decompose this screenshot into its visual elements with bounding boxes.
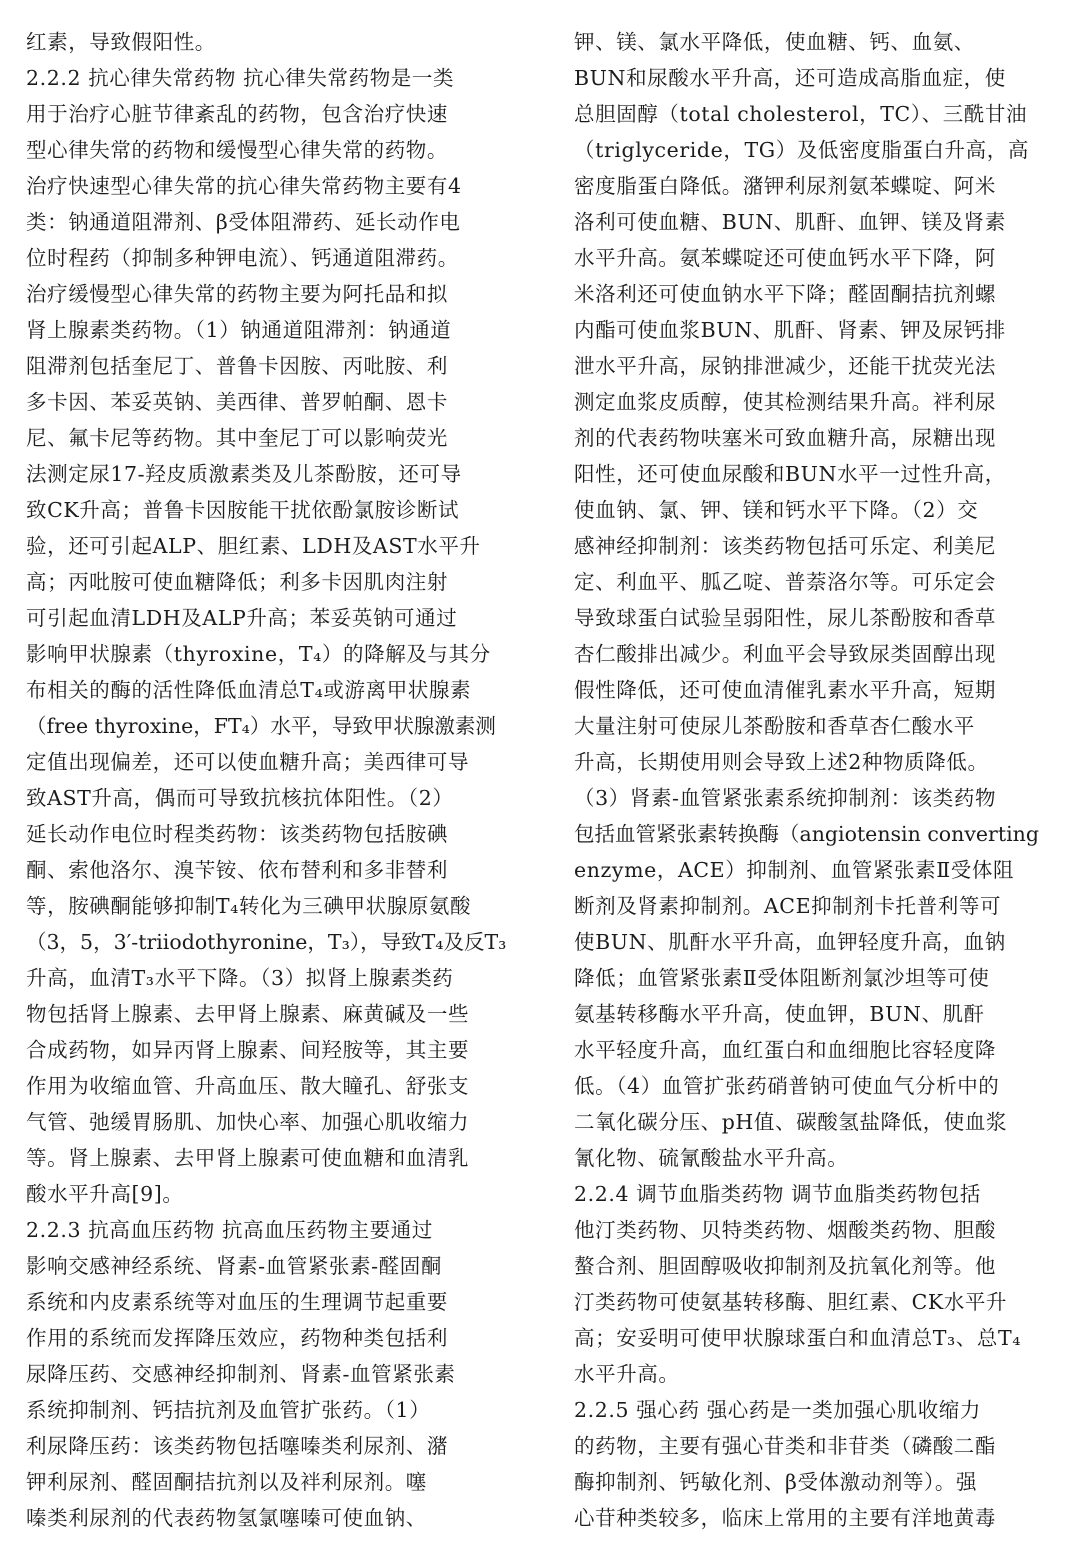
text-line: 内酯可使血浆BUN、肌酐、肾素、钾及尿钙排	[574, 318, 1006, 342]
text-line: 多卡因、苯妥英钠、美西律、普罗帕酮、恩卡	[26, 390, 448, 414]
text-line: 利尿降压药：该类药物包括噻嗪类利尿剂、潴	[26, 1434, 448, 1458]
text-line: 他汀类药物、贝特类药物、烟酸类药物、胆酸	[574, 1218, 996, 1242]
text-line: 断剂及肾素抑制剂。ACE抑制剂卡托普利等可	[574, 894, 1002, 918]
text-line: 法测定尿17-羟皮质激素类及儿茶酚胺，还可导	[26, 462, 462, 486]
text-line: 氰化物、硫氰酸盐水平升高。	[574, 1146, 849, 1170]
text-line: 致AST升高，偶而可导致抗核抗体阳性。（2）	[26, 786, 454, 810]
text-line: 假性降低，还可使血清催乳素水平升高，短期	[574, 678, 996, 702]
text-line: 水平轻度升高，血红蛋白和血细胞比容轻度降	[574, 1038, 996, 1062]
text-line: 验，还可引起ALP、胆红素、LDH及AST水平升	[26, 534, 481, 558]
text-line: 酶抑制剂、钙敏化剂、β受体激动剂等）。强	[574, 1470, 978, 1494]
text-line: 钾、镁、氯水平降低，使血糖、钙、血氨、	[574, 30, 975, 54]
text-line: 水平升高。氨苯蝶啶还可使血钙水平下降，阿	[574, 246, 996, 270]
text-line: 作用为收缩血管、升高血压、散大瞳孔、舒张支	[26, 1074, 470, 1098]
text-line: 总胆固醇（total cholesterol，TC）、三酰甘油	[574, 102, 1028, 126]
text-line: 测定血浆皮质醇，使其检测结果升高。袢利尿	[574, 390, 996, 414]
text-line: 钾利尿剂、醛固酮拮抗剂以及袢利尿剂。噻	[26, 1470, 427, 1494]
text-line: 二氧化碳分压、pH值、碳酸氢盐降低，使血浆	[574, 1110, 1008, 1134]
text-line: 米洛利还可使血钠水平下降；醛固酮拮抗剂螺	[574, 282, 996, 306]
text-line: 嗪类利尿剂的代表药物氢氯噻嗪可使血钠、	[26, 1506, 427, 1530]
text-line: 影响交感神经系统、肾素-血管紧张素-醛固酮	[26, 1254, 442, 1278]
text-line: 定、利血平、胍乙啶、普萘洛尔等。可乐定会	[574, 570, 996, 594]
text-line: 合成药物，如异丙肾上腺素、间羟胺等，其主要	[26, 1038, 470, 1062]
text-line: 延长动作电位时程类药物：该类药物包括胺碘	[26, 822, 448, 846]
text-line: 氨基转移酶水平升高，使血钾，BUN、肌酐	[574, 1002, 985, 1026]
text-line: 等。肾上腺素、去甲肾上腺素可使血糖和血清乳	[26, 1146, 470, 1170]
text-line: 低。（4）血管扩张药硝普钠可使血气分析中的	[574, 1074, 1000, 1098]
text-line: 红素，导致假阳性。	[26, 30, 216, 54]
text-line: 用于治疗心脏节律紊乱的药物，包含治疗快速	[26, 102, 448, 126]
text-line: 系统抑制剂、钙拮抗剂及血管扩张药。（1）	[26, 1398, 431, 1422]
text-line: 心苷种类较多，临床上常用的主要有洋地黄毒	[574, 1506, 996, 1530]
text-line: 高；安妥明可使甲状腺球蛋白和血清总T₃、总T₄	[574, 1326, 1022, 1350]
text-line: 2.2.5 强心药 强心药是一类加强心肌收缩力	[574, 1398, 981, 1422]
text-line: 导致球蛋白试验呈弱阳性，尿儿茶酚胺和香草	[574, 606, 996, 630]
text-line: 型心律失常的药物和缓慢型心律失常的药物。	[26, 138, 448, 162]
text-line: （3）肾素-血管紧张素系统抑制剂：该类药物	[574, 786, 997, 810]
text-line: 肾上腺素类药物。（1）钠通道阻滞剂：钠通道	[26, 318, 452, 342]
text-line: 等，胺碘酮能够抑制T₄转化为三碘甲状腺原氨酸	[26, 894, 472, 918]
text-line: 大量注射可使尿儿茶酚胺和香草杏仁酸水平	[574, 714, 975, 738]
text-line: 影响甲状腺素（thyroxine，T₄）的降解及与其分	[26, 642, 491, 666]
text-line: 螯合剂、胆固醇吸收抑制剂及抗氧化剂等。他	[574, 1254, 996, 1278]
text-line: 密度脂蛋白降低。潴钾利尿剂氨苯蝶啶、阿米	[574, 174, 996, 198]
text-line: 位时程药（抑制多种钾电流）、钙通道阻滞药。	[26, 246, 459, 270]
text-line: enzyme，ACE）抑制剂、血管紧张素Ⅱ受体阻	[574, 858, 1015, 882]
text-line: 阳性，还可使血尿酸和BUN水平一过性升高，	[574, 462, 1006, 486]
text-line: 降低；血管紧张素Ⅱ受体阻断剂氯沙坦等可使	[574, 966, 990, 990]
text-line: 包括血管紧张素转换酶（angiotensin converting	[574, 822, 1039, 846]
text-line: 2.2.2 抗心律失常药物 抗心律失常药物是一类	[26, 66, 455, 90]
text-line: 的药物，主要有强心苷类和非苷类（磷酸二酯	[574, 1434, 996, 1458]
text-line: 剂的代表药物呋塞米可致血糖升高，尿糖出现	[574, 426, 996, 450]
text-line: 作用的系统而发挥降压效应，药物种类包括利	[26, 1326, 448, 1350]
text-line: 2.2.3 抗高血压药物 抗高血压药物主要通过	[26, 1218, 433, 1242]
text-line: 洛利可使血糖、BUN、肌酐、血钾、镁及肾素	[574, 210, 1006, 234]
text-line: 气管、弛缓胃肠肌、加快心率、加强心肌收缩力	[26, 1110, 470, 1134]
text-line: 汀类药物可使氨基转移酶、胆红素、CK水平升	[574, 1290, 1008, 1314]
text-line: 可引起血清LDH及ALP升高；苯妥英钠可通过	[26, 606, 458, 630]
text-line: （triglyceride，TG）及低密度脂蛋白升高，高	[574, 138, 1029, 162]
text-line: BUN和尿酸水平升高，还可造成高脂血症，使	[574, 66, 1006, 90]
text-line: 杏仁酸排出减少。利血平会导致尿类固醇出现	[574, 642, 996, 666]
text-line: 酮、索他洛尔、溴苄铵、依布替利和多非替利	[26, 858, 448, 882]
text-line: 泄水平升高，尿钠排泄减少，还能干扰荧光法	[574, 354, 996, 378]
text-line: 致CK升高；普鲁卡因胺能干扰依酚氯胺诊断试	[26, 498, 460, 522]
text-line: 物包括肾上腺素、去甲肾上腺素、麻黄碱及一些	[26, 1002, 470, 1026]
text-line: 尼、氟卡尼等药物。其中奎尼丁可以影响荧光	[26, 426, 448, 450]
text-line: （free thyroxine，FT₄）水平，导致甲状腺激素测	[26, 714, 496, 738]
text-line: 定值出现偏差，还可以使血糖升高；美西律可导	[26, 750, 470, 774]
text-line: （3，5，3′-triiodothyronine，T₃），导致T₄及反T₃	[26, 930, 507, 954]
text-line: 2.2.4 调节血脂类药物 调节血脂类药物包括	[574, 1182, 981, 1206]
text-line: 升高，长期使用则会导致上述2种物质降低。	[574, 750, 989, 774]
text-line: 升高，血清T₃水平下降。（3）拟肾上腺素类药	[26, 966, 454, 990]
text-line: 感神经抑制剂：该类药物包括可乐定、利美尼	[574, 534, 996, 558]
text-line: 治疗缓慢型心律失常的药物主要为阿托品和拟	[26, 282, 448, 306]
text-line: 阻滞剂包括奎尼丁、普鲁卡因胺、丙吡胺、利	[26, 354, 448, 378]
text-line: 系统和内皮素系统等对血压的生理调节起重要	[26, 1290, 448, 1314]
text-line: 治疗快速型心律失常的抗心律失常药物主要有4	[26, 174, 462, 198]
text-line: 水平升高。	[574, 1362, 680, 1386]
text-line: 高；丙吡胺可使血糖降低；利多卡因肌肉注射	[26, 570, 448, 594]
text-line: 尿降压药、交感神经抑制剂、肾素-血管紧张素	[26, 1362, 456, 1386]
text-line: 酸水平升高[9]。	[26, 1182, 184, 1206]
right-text-column	[574, 24, 1056, 1536]
left-text-column	[26, 24, 508, 1536]
text-line: 布相关的酶的活性降低血清总T₄或游离甲状腺素	[26, 678, 472, 702]
text-line: 类：钠通道阻滞剂、β受体阻滞药、延长动作电	[26, 210, 461, 234]
text-line: 使血钠、氯、钾、镁和钙水平下降。（2）交	[574, 498, 979, 522]
text-line: 使BUN、肌酐水平升高，血钾轻度升高，血钠	[574, 930, 1006, 954]
